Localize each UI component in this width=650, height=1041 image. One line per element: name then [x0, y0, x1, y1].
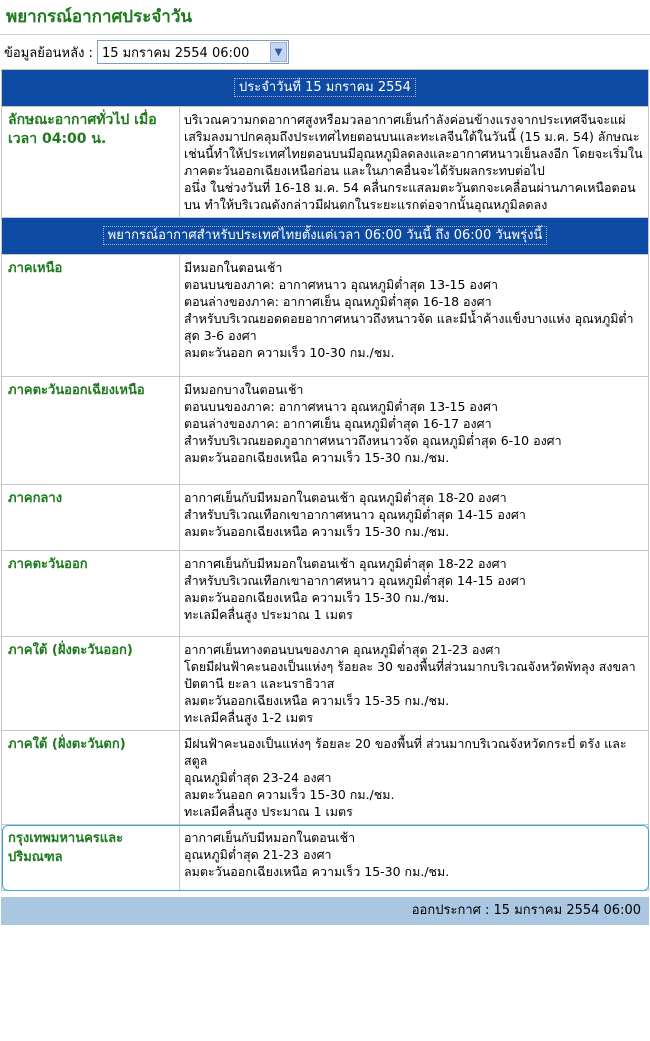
region-name: ภาคเหนือ	[2, 255, 180, 377]
region-name: ภาคตะวันออกเฉียงเหนือ	[2, 377, 180, 485]
region-detail-line: โดยมีฝนฟ้าคะนองเป็นแห่งๆ ร้อยละ 30 ของพื้นที่ส่วนมากบริเวณจังหวัดพัทลุง สงขลา ปัตตานี ยะลา และนราธิวาส	[184, 659, 636, 691]
region-name: ภาคตะวันออก	[2, 551, 180, 637]
region-detail	[180, 731, 649, 825]
history-row	[0, 35, 650, 69]
region-detail-line: สำหรับบริเวณยอดดอยอากาศหนาวถึงหนาวจัด และมีน้ำค้างแข็งบางแห่ง อุณหภูมิต่ำสุด 3-6 องศา	[184, 311, 634, 343]
region-detail-line: อุณหภูมิต่ำสุด 23-24 องศา	[184, 770, 332, 785]
region-detail-line: ลมตะวันออกเฉียงเหนือ ความเร็ว 15-30 กม./ชม.	[184, 864, 450, 879]
forecast-header-text: พยากรณ์อากาศสำหรับประเทศไทยตั้งแต่เวลา 06:00 วันนี้ ถึง 06:00 วันพรุ่งนี้	[103, 226, 548, 245]
page-title: พยากรณ์อากาศประจำวัน	[0, 0, 650, 35]
region-detail	[180, 825, 649, 891]
region-row	[2, 731, 649, 825]
history-label: ข้อมูลย้อนหลัง :	[4, 45, 93, 61]
region-detail-line: สำหรับบริเวณเทือกเขาอากาศหนาว อุณหภูมิต่ำสุด 14-15 องศา	[184, 507, 526, 522]
general-label: ลักษณะอากาศทั่วไป เมื่อเวลา 04:00 น.	[2, 107, 180, 218]
region-detail-line: ตอนล่างของภาค: อากาศเย็น อุณหภูมิต่ำสุด 16-18 องศา	[184, 294, 492, 309]
daily-header-text: ประจำวันที่ 15 มกราคม 2554	[234, 78, 416, 97]
general-line: อนึ่ง ในช่วงวันที่ 16-18 ม.ค. 54 คลื่นกระแสลมตะวันตกจะเคลื่อนผ่านภาคเหนือตอนบน ทำให้บริเวณดังกล่าวมีฝนตกในระยะแรกต่อจากนั้นอุณหภูมิลดลง	[184, 180, 636, 212]
region-detail-line: มีหมอกบางในตอนเช้า	[184, 382, 304, 397]
region-detail-line: ลมตะวันออก ความเร็ว 15-30 กม./ชม.	[184, 787, 395, 802]
date-select[interactable]	[97, 40, 289, 64]
region-detail-line: ลมตะวันออก ความเร็ว 10-30 กม./ชม.	[184, 345, 395, 360]
region-detail-line: ตอนบนของภาค: อากาศหนาว อุณหภูมิต่ำสุด 13-15 องศา	[184, 399, 498, 414]
region-detail-line: ตอนล่างของภาค: อากาศเย็น อุณหภูมิต่ำสุด 16-17 องศา	[184, 416, 492, 431]
region-detail-line: สำหรับบริเวณเทือกเขาอากาศหนาว อุณหภูมิต่ำสุด 14-15 องศา	[184, 573, 526, 588]
region-detail-line: อากาศเย็นทางตอนบนของภาค อุณหภูมิต่ำสุด 21-23 องศา	[184, 642, 501, 657]
issued-footer: ออกประกาศ : 15 มกราคม 2554 06:00	[1, 897, 649, 925]
general-row	[2, 107, 649, 218]
region-detail	[180, 637, 649, 731]
region-row	[2, 485, 649, 551]
region-detail-line: ทะเลมีคลื่นสูง 1-2 เมตร	[184, 710, 314, 725]
region-detail-line: มีฝนฟ้าคะนองเป็นแห่งๆ ร้อยละ 20 ของพื้นที่ ส่วนมากบริเวณจังหวัดกระบี่ ตรัง และสตูล	[184, 736, 627, 768]
region-detail	[180, 485, 649, 551]
forecast-table	[1, 69, 649, 891]
daily-header	[2, 70, 649, 107]
region-detail-line: ลมตะวันออกเฉียงเหนือ ความเร็ว 15-30 กม./ชม.	[184, 524, 450, 539]
chevron-down-icon[interactable]: ▼	[270, 42, 287, 62]
region-name: ภาคใต้ (ฝั่งตะวันตก)	[2, 731, 180, 825]
region-detail-line: ทะเลมีคลื่นสูง ประมาณ 1 เมตร	[184, 607, 353, 622]
region-detail	[180, 255, 649, 377]
date-select-value: 15 มกราคม 2554 06:00	[101, 45, 250, 61]
region-row	[2, 637, 649, 731]
region-detail-line: อากาศเย็นกับมีหมอกในตอนเช้า อุณหภูมิต่ำสุด 18-20 องศา	[184, 490, 507, 505]
region-name: กรุงเทพมหานครและปริมณฑล	[2, 825, 180, 891]
forecast-header	[2, 218, 649, 255]
region-row	[2, 377, 649, 485]
region-row	[2, 255, 649, 377]
region-detail-line: ตอนบนของภาค: อากาศหนาว อุณหภูมิต่ำสุด 13-15 องศา	[184, 277, 498, 292]
region-detail-line: ลมตะวันออกเฉียงเหนือ ความเร็ว 15-35 กม./ชม.	[184, 693, 450, 708]
region-name: ภาคกลาง	[2, 485, 180, 551]
region-detail	[180, 377, 649, 485]
region-name: ภาคใต้ (ฝั่งตะวันออก)	[2, 637, 180, 731]
region-row	[2, 825, 649, 891]
region-detail-line: อากาศเย็นกับมีหมอกในตอนเช้า	[184, 830, 356, 845]
region-detail-line: ทะเลมีคลื่นสูง ประมาณ 1 เมตร	[184, 804, 353, 819]
general-line: บริเวณความกดอากาศสูงหรือมวลอากาศเย็นกำลังค่อนข้างแรงจากประเทศจีนจะแผ่เสริมลงมาปกคลุมถึงประเทศไทยตอนบนและทะเลจีนใต้ในวันนี้ (15 ม.ค. 54) ลักษณะเช่นนี้ทำให้ประเทศไทยตอนบนมีอุณหภูมิลดลงและอากาศหนาวเย็นลงอีก โดยจะเริ่มในภาคตะวันออกเฉียงเหนือก่อน และในภาคอื่นจะได้รับผลกระทบต่อไป	[184, 112, 643, 178]
region-detail-line: อากาศเย็นกับมีหมอกในตอนเช้า อุณหภูมิต่ำสุด 18-22 องศา	[184, 556, 507, 571]
region-detail-line: ลมตะวันออกเฉียงเหนือ ความเร็ว 15-30 กม./ชม.	[184, 450, 450, 465]
region-row	[2, 551, 649, 637]
region-detail-line: สำหรับบริเวณยอดภูอากาศหนาวถึงหนาวจัด อุณหภูมิต่ำสุด 6-10 องศา	[184, 433, 562, 448]
region-detail	[180, 551, 649, 637]
region-detail-line: อุณหภูมิต่ำสุด 21-23 องศา	[184, 847, 332, 862]
general-detail	[180, 107, 649, 218]
region-detail-line: มีหมอกในตอนเช้า	[184, 260, 283, 275]
region-detail-line: ลมตะวันออกเฉียงเหนือ ความเร็ว 15-30 กม./ชม.	[184, 590, 450, 605]
